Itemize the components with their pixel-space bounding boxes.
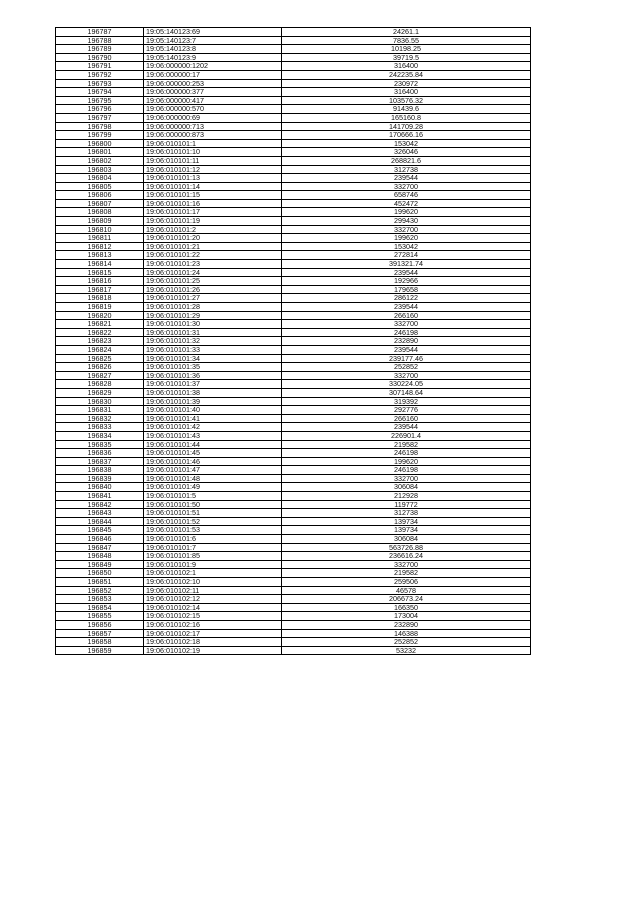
cadastral-number-cell: 19:06:010102:18	[144, 638, 282, 647]
table-row	[56, 242, 531, 251]
table-row	[56, 156, 531, 165]
value-cell: 239544	[282, 268, 531, 277]
value-cell: 239544	[282, 303, 531, 312]
cadastral-number-cell: 19:06:010102:19	[144, 646, 282, 655]
table-row	[56, 552, 531, 561]
value-cell: 272814	[282, 251, 531, 260]
row-number-cell: 196793	[56, 79, 144, 88]
value-cell: 332700	[282, 320, 531, 329]
cadastral-number-cell: 19:06:010101:51	[144, 509, 282, 518]
value-cell: 332700	[282, 474, 531, 483]
value-cell: 259506	[282, 578, 531, 587]
cadastral-number-cell: 19:06:010101:1	[144, 139, 282, 148]
table-row	[56, 431, 531, 440]
value-cell: 242235.84	[282, 70, 531, 79]
row-number-cell: 196812	[56, 242, 144, 251]
table-row	[56, 36, 531, 45]
table-row	[56, 517, 531, 526]
table-row	[56, 500, 531, 509]
cadastral-number-cell: 19:06:010102:11	[144, 586, 282, 595]
table-row	[56, 79, 531, 88]
cadastral-number-cell: 19:06:010101:48	[144, 474, 282, 483]
row-number-cell: 196800	[56, 139, 144, 148]
row-number-cell: 196850	[56, 569, 144, 578]
row-number-cell: 196807	[56, 199, 144, 208]
cadastral-number-cell: 19:06:000000:713	[144, 122, 282, 131]
row-number-cell: 196810	[56, 225, 144, 234]
value-cell: 306084	[282, 535, 531, 544]
table-row	[56, 578, 531, 587]
table-row	[56, 629, 531, 638]
row-number-cell: 196832	[56, 414, 144, 423]
row-number-cell: 196836	[56, 449, 144, 458]
value-cell: 219582	[282, 569, 531, 578]
row-number-cell: 196797	[56, 113, 144, 122]
table-row	[56, 62, 531, 71]
value-cell: 146388	[282, 629, 531, 638]
table-row	[56, 612, 531, 621]
row-number-cell: 196855	[56, 612, 144, 621]
row-number-cell: 196830	[56, 397, 144, 406]
cadastral-number-cell: 19:06:010101:43	[144, 431, 282, 440]
table-row	[56, 122, 531, 131]
row-number-cell: 196824	[56, 345, 144, 354]
value-cell: 312738	[282, 165, 531, 174]
cadastral-number-cell: 19:06:010101:49	[144, 483, 282, 492]
value-cell: 239544	[282, 423, 531, 432]
cadastral-number-cell: 19:06:010102:15	[144, 612, 282, 621]
table-row	[56, 483, 531, 492]
cadastral-number-cell: 19:06:010101:38	[144, 388, 282, 397]
cadastral-number-cell: 19:06:010101:34	[144, 354, 282, 363]
cadastral-number-cell: 19:06:010101:13	[144, 174, 282, 183]
row-number-cell: 196804	[56, 174, 144, 183]
cadastral-number-cell: 19:06:010101:17	[144, 208, 282, 217]
row-number-cell: 196794	[56, 88, 144, 97]
table-row	[56, 646, 531, 655]
table-row	[56, 603, 531, 612]
row-number-cell: 196856	[56, 620, 144, 629]
cadastral-number-cell: 19:06:010101:27	[144, 294, 282, 303]
table-row	[56, 328, 531, 337]
value-cell: 326046	[282, 148, 531, 157]
cadastral-number-cell: 19:06:010101:53	[144, 526, 282, 535]
table-row	[56, 380, 531, 389]
row-number-cell: 196827	[56, 371, 144, 380]
cadastral-number-cell: 19:06:010101:85	[144, 552, 282, 561]
value-cell: 179658	[282, 285, 531, 294]
table-row	[56, 569, 531, 578]
table-row	[56, 131, 531, 140]
table-row	[56, 45, 531, 54]
row-number-cell: 196823	[56, 337, 144, 346]
value-cell: 192966	[282, 277, 531, 286]
value-cell: 307148.64	[282, 388, 531, 397]
table-row	[56, 139, 531, 148]
row-number-cell: 196819	[56, 303, 144, 312]
cadastral-number-cell: 19:06:010101:30	[144, 320, 282, 329]
value-cell: 165160.8	[282, 113, 531, 122]
cadastral-number-cell: 19:05:140123:69	[144, 28, 282, 37]
cadastral-number-cell: 19:06:000000:873	[144, 131, 282, 140]
table-row	[56, 423, 531, 432]
table-row	[56, 526, 531, 535]
value-cell: 252852	[282, 363, 531, 372]
row-number-cell: 196845	[56, 526, 144, 535]
row-number-cell: 196828	[56, 380, 144, 389]
row-number-cell: 196839	[56, 474, 144, 483]
table-row	[56, 303, 531, 312]
cadastral-number-cell: 19:06:010101:14	[144, 182, 282, 191]
row-number-cell: 196787	[56, 28, 144, 37]
row-number-cell: 196831	[56, 406, 144, 415]
value-cell: 119772	[282, 500, 531, 509]
cadastral-number-cell: 19:06:010101:46	[144, 457, 282, 466]
cadastral-number-cell: 19:06:000000:570	[144, 105, 282, 114]
value-cell: 239177.46	[282, 354, 531, 363]
row-number-cell: 196818	[56, 294, 144, 303]
row-number-cell: 196821	[56, 320, 144, 329]
value-cell: 252852	[282, 638, 531, 647]
cadastral-number-cell: 19:06:010101:6	[144, 535, 282, 544]
cadastral-number-cell: 19:06:010101:20	[144, 234, 282, 243]
cadastral-number-cell: 19:06:010101:2	[144, 225, 282, 234]
table-row	[56, 277, 531, 286]
value-cell: 312738	[282, 509, 531, 518]
value-cell: 199620	[282, 457, 531, 466]
value-cell: 266160	[282, 414, 531, 423]
row-number-cell: 196833	[56, 423, 144, 432]
table-row	[56, 354, 531, 363]
row-number-cell: 196857	[56, 629, 144, 638]
cadastral-number-cell: 19:06:010101:26	[144, 285, 282, 294]
cadastral-number-cell: 19:06:010101:29	[144, 311, 282, 320]
value-cell: 246198	[282, 328, 531, 337]
row-number-cell: 196858	[56, 638, 144, 647]
table-row	[56, 251, 531, 260]
row-number-cell: 196852	[56, 586, 144, 595]
table-row	[56, 199, 531, 208]
value-cell: 316400	[282, 62, 531, 71]
table-row	[56, 543, 531, 552]
table-row	[56, 165, 531, 174]
row-number-cell: 196790	[56, 53, 144, 62]
value-cell: 332700	[282, 182, 531, 191]
row-number-cell: 196854	[56, 603, 144, 612]
value-cell: 153042	[282, 242, 531, 251]
table-row	[56, 535, 531, 544]
row-number-cell: 196801	[56, 148, 144, 157]
row-number-cell: 196825	[56, 354, 144, 363]
cadastral-number-cell: 19:06:010101:45	[144, 449, 282, 458]
value-cell: 166350	[282, 603, 531, 612]
row-number-cell: 196799	[56, 131, 144, 140]
row-number-cell: 196838	[56, 466, 144, 475]
table-row	[56, 208, 531, 217]
row-number-cell: 196841	[56, 492, 144, 501]
table-row	[56, 28, 531, 37]
row-number-cell: 196813	[56, 251, 144, 260]
value-cell: 246198	[282, 449, 531, 458]
row-number-cell: 196846	[56, 535, 144, 544]
cadastral-number-cell: 19:06:010101:23	[144, 260, 282, 269]
cadastral-number-cell: 19:06:000000:417	[144, 96, 282, 105]
cadastral-number-cell: 19:06:010101:5	[144, 492, 282, 501]
table-row	[56, 509, 531, 518]
table-row	[56, 620, 531, 629]
cadastral-number-cell: 19:06:010101:42	[144, 423, 282, 432]
value-cell: 316400	[282, 88, 531, 97]
cadastral-number-cell: 19:06:010102:16	[144, 620, 282, 629]
table-row	[56, 294, 531, 303]
row-number-cell: 196826	[56, 363, 144, 372]
table-row	[56, 595, 531, 604]
value-cell: 236616.24	[282, 552, 531, 561]
cadastral-number-cell: 19:06:010101:50	[144, 500, 282, 509]
value-cell: 212928	[282, 492, 531, 501]
cadastral-number-cell: 19:06:000000:17	[144, 70, 282, 79]
cadastral-number-cell: 19:05:140123:9	[144, 53, 282, 62]
value-cell: 199620	[282, 208, 531, 217]
row-number-cell: 196853	[56, 595, 144, 604]
table-row	[56, 474, 531, 483]
cadastral-number-cell: 19:06:010101:33	[144, 345, 282, 354]
row-number-cell: 196802	[56, 156, 144, 165]
value-cell: 268821.6	[282, 156, 531, 165]
row-number-cell: 196834	[56, 431, 144, 440]
value-cell: 153042	[282, 139, 531, 148]
table-body	[56, 28, 531, 655]
table-row	[56, 53, 531, 62]
cadastral-number-cell: 19:06:010101:24	[144, 268, 282, 277]
value-cell: 173004	[282, 612, 531, 621]
value-cell: 299430	[282, 217, 531, 226]
table-row	[56, 182, 531, 191]
cadastral-number-cell: 19:06:010101:16	[144, 199, 282, 208]
cadastral-number-cell: 19:06:010101:40	[144, 406, 282, 415]
cadastral-number-cell: 19:06:000000:253	[144, 79, 282, 88]
value-cell: 330224.05	[282, 380, 531, 389]
row-number-cell: 196859	[56, 646, 144, 655]
cadastral-number-cell: 19:06:010101:11	[144, 156, 282, 165]
cadastral-number-cell: 19:06:010101:12	[144, 165, 282, 174]
value-cell: 53232	[282, 646, 531, 655]
cadastral-number-cell: 19:06:010101:22	[144, 251, 282, 260]
cadastral-number-cell: 19:05:140123:8	[144, 45, 282, 54]
cadastral-number-cell: 19:06:010101:36	[144, 371, 282, 380]
value-cell: 391321.74	[282, 260, 531, 269]
value-cell: 103576.32	[282, 96, 531, 105]
table-row	[56, 638, 531, 647]
row-number-cell: 196788	[56, 36, 144, 45]
value-cell: 239544	[282, 174, 531, 183]
value-cell: 199620	[282, 234, 531, 243]
cadastral-number-cell: 19:06:010101:44	[144, 440, 282, 449]
value-cell: 332700	[282, 371, 531, 380]
value-cell: 292776	[282, 406, 531, 415]
row-number-cell: 196842	[56, 500, 144, 509]
table-row	[56, 311, 531, 320]
row-number-cell: 196814	[56, 260, 144, 269]
table-row	[56, 234, 531, 243]
row-number-cell: 196803	[56, 165, 144, 174]
cadastral-number-cell: 19:06:010102:10	[144, 578, 282, 587]
row-number-cell: 196808	[56, 208, 144, 217]
table-row	[56, 70, 531, 79]
row-number-cell: 196811	[56, 234, 144, 243]
row-number-cell: 196840	[56, 483, 144, 492]
row-number-cell: 196806	[56, 191, 144, 200]
row-number-cell: 196796	[56, 105, 144, 114]
table-row	[56, 457, 531, 466]
cadastral-number-cell: 19:06:010101:10	[144, 148, 282, 157]
cadastral-number-cell: 19:06:010101:31	[144, 328, 282, 337]
table-row	[56, 217, 531, 226]
cadastral-number-cell: 19:06:010102:1	[144, 569, 282, 578]
cadastral-number-cell: 19:06:010102:17	[144, 629, 282, 638]
value-cell: 7836.55	[282, 36, 531, 45]
value-cell: 563726.88	[282, 543, 531, 552]
table-row	[56, 560, 531, 569]
row-number-cell: 196792	[56, 70, 144, 79]
value-cell: 39719.5	[282, 53, 531, 62]
table-row	[56, 466, 531, 475]
table-row	[56, 88, 531, 97]
cadastral-number-cell: 19:06:010102:12	[144, 595, 282, 604]
value-cell: 332700	[282, 225, 531, 234]
cadastral-number-cell: 19:06:000000:69	[144, 113, 282, 122]
value-cell: 246198	[282, 466, 531, 475]
cadastral-number-cell: 19:06:010101:28	[144, 303, 282, 312]
value-cell: 286122	[282, 294, 531, 303]
value-cell: 232890	[282, 620, 531, 629]
row-number-cell: 196795	[56, 96, 144, 105]
value-cell: 46578	[282, 586, 531, 595]
value-cell: 139734	[282, 517, 531, 526]
row-number-cell: 196835	[56, 440, 144, 449]
table-row	[56, 414, 531, 423]
value-cell: 230972	[282, 79, 531, 88]
cadastral-number-cell: 19:06:010101:37	[144, 380, 282, 389]
cadastral-number-cell: 19:06:010101:9	[144, 560, 282, 569]
cadastral-number-cell: 19:06:010101:35	[144, 363, 282, 372]
table-row	[56, 105, 531, 114]
data-table	[55, 27, 531, 655]
table-row	[56, 285, 531, 294]
cadastral-number-cell: 19:06:010101:39	[144, 397, 282, 406]
row-number-cell: 196829	[56, 388, 144, 397]
row-number-cell: 196809	[56, 217, 144, 226]
row-number-cell: 196805	[56, 182, 144, 191]
row-number-cell: 196844	[56, 517, 144, 526]
value-cell: 232890	[282, 337, 531, 346]
row-number-cell: 196837	[56, 457, 144, 466]
cadastral-number-cell: 19:06:010101:15	[144, 191, 282, 200]
cadastral-number-cell: 19:06:010101:7	[144, 543, 282, 552]
table-row	[56, 113, 531, 122]
cadastral-number-cell: 19:05:140123:7	[144, 36, 282, 45]
table-row	[56, 260, 531, 269]
row-number-cell: 196822	[56, 328, 144, 337]
row-number-cell: 196816	[56, 277, 144, 286]
value-cell: 141709.28	[282, 122, 531, 131]
value-cell: 24261.1	[282, 28, 531, 37]
value-cell: 319392	[282, 397, 531, 406]
value-cell: 332700	[282, 560, 531, 569]
table-row	[56, 440, 531, 449]
table-row	[56, 406, 531, 415]
cadastral-number-cell: 19:06:010101:25	[144, 277, 282, 286]
cadastral-number-cell: 19:06:010101:21	[144, 242, 282, 251]
value-cell: 658746	[282, 191, 531, 200]
row-number-cell: 196817	[56, 285, 144, 294]
table-row	[56, 388, 531, 397]
cadastral-number-cell: 19:06:010101:19	[144, 217, 282, 226]
row-number-cell: 196791	[56, 62, 144, 71]
table-row	[56, 492, 531, 501]
table-row	[56, 345, 531, 354]
cadastral-number-cell: 19:06:010101:41	[144, 414, 282, 423]
table-row	[56, 268, 531, 277]
value-cell: 170666.16	[282, 131, 531, 140]
value-cell: 91439.6	[282, 105, 531, 114]
row-number-cell: 196820	[56, 311, 144, 320]
row-number-cell: 196798	[56, 122, 144, 131]
value-cell: 10198.25	[282, 45, 531, 54]
cadastral-number-cell: 19:06:010101:47	[144, 466, 282, 475]
table-row	[56, 449, 531, 458]
table-row	[56, 337, 531, 346]
value-cell: 452472	[282, 199, 531, 208]
table-row	[56, 363, 531, 372]
table-row	[56, 586, 531, 595]
value-cell: 266160	[282, 311, 531, 320]
row-number-cell: 196847	[56, 543, 144, 552]
row-number-cell: 196849	[56, 560, 144, 569]
cadastral-number-cell: 19:06:010101:52	[144, 517, 282, 526]
table-row	[56, 397, 531, 406]
table-row	[56, 96, 531, 105]
row-number-cell: 196815	[56, 268, 144, 277]
value-cell: 219582	[282, 440, 531, 449]
row-number-cell: 196848	[56, 552, 144, 561]
value-cell: 139734	[282, 526, 531, 535]
table-row	[56, 371, 531, 380]
value-cell: 226901.4	[282, 431, 531, 440]
table-row	[56, 174, 531, 183]
row-number-cell: 196843	[56, 509, 144, 518]
table-row	[56, 320, 531, 329]
table-row	[56, 148, 531, 157]
cadastral-number-cell: 19:06:010101:32	[144, 337, 282, 346]
row-number-cell: 196789	[56, 45, 144, 54]
cadastral-number-cell: 19:06:000000:377	[144, 88, 282, 97]
cadastral-number-cell: 19:06:010102:14	[144, 603, 282, 612]
cadastral-number-cell: 19:06:000000:1202	[144, 62, 282, 71]
table-row	[56, 191, 531, 200]
row-number-cell: 196851	[56, 578, 144, 587]
value-cell: 239544	[282, 345, 531, 354]
table-row	[56, 225, 531, 234]
value-cell: 206673.24	[282, 595, 531, 604]
value-cell: 306084	[282, 483, 531, 492]
